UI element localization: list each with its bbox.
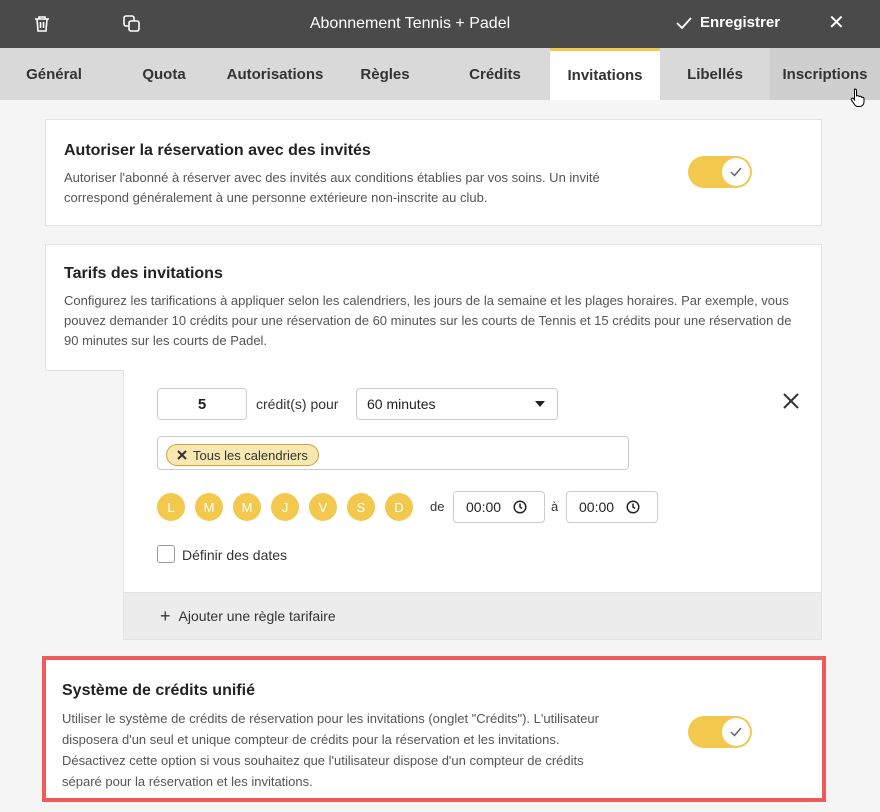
duration-value: 60 minutes (367, 396, 436, 412)
clock-icon[interactable] (513, 500, 527, 514)
credits-input[interactable]: 5 (157, 388, 247, 420)
tab-libelles[interactable]: Libellés (687, 65, 743, 83)
page-title: Abonnement Tennis + Padel (309, 15, 511, 32)
day-friday[interactable]: V (309, 493, 337, 521)
pricing-description: Configurez les tarifications à appliquer selon les calendriers, les jours de la semaine et les plages horaires. Par exemple, vous pouvez demander 10 crédits pour une réservation de 60 minutes sur les courts de Tennis et 15 crédits pour une réservation de 90 minutes sur les courts de Padel. (64, 293, 792, 348)
remove-rule-icon[interactable] (783, 393, 799, 409)
define-dates-checkbox[interactable] (157, 545, 175, 563)
tab-invitations[interactable]: Invitations (550, 48, 660, 100)
to-label: à (551, 499, 559, 514)
day-thursday[interactable]: J (271, 493, 299, 521)
credits-for-label: crédit(s) pour (256, 396, 339, 412)
tab-quota[interactable]: Quota (142, 65, 186, 83)
unified-credits-toggle[interactable] (688, 716, 752, 748)
to-time-input[interactable] (566, 491, 658, 523)
unified-credits-card (42, 656, 826, 802)
remove-chip-icon[interactable] (177, 450, 187, 460)
add-rule-button[interactable] (123, 592, 822, 640)
check-icon (676, 17, 692, 29)
from-label: de (430, 499, 445, 514)
define-dates-label: Définir des dates (182, 547, 288, 563)
calendar-chip-label: Tous les calendriers (193, 447, 308, 463)
clock-icon[interactable] (626, 500, 640, 514)
close-icon[interactable]: ✕ (828, 12, 845, 34)
check-icon (730, 727, 742, 737)
guest-booking-card (45, 119, 822, 226)
duration-select[interactable] (356, 388, 558, 420)
guest-booking-toggle[interactable] (688, 156, 752, 188)
from-time-input[interactable] (453, 491, 545, 523)
save-button-label: Enregistrer (700, 14, 781, 31)
to-time-value: 00:00 (579, 499, 615, 515)
unified-credits-title: Système de crédits unifié (62, 682, 255, 699)
day-wednesday[interactable]: M (233, 493, 261, 521)
toggle-knob (722, 158, 750, 186)
day-saturday[interactable]: S (347, 493, 375, 521)
add-rule-label: Ajouter une règle tarifaire (178, 608, 336, 624)
toggle-knob (722, 718, 750, 746)
check-icon (730, 167, 742, 177)
hand-cursor-icon (850, 88, 866, 108)
from-time-value: 00:00 (466, 499, 502, 515)
tab-autorisations[interactable]: Autorisations (226, 65, 324, 83)
top-bar (0, 0, 880, 48)
save-button[interactable] (676, 14, 780, 31)
tab-general[interactable]: Général (26, 65, 82, 83)
calendar-chip[interactable] (166, 444, 319, 466)
unified-credits-description: Utiliser le système de crédits de réservation pour les invitations (onglet "Crédits"). L'utilisateur disposera d'un seul et unique compteur de crédits pour la réservation et les invitations. Désactivez cette option si vous souhaitez que l'utilisateur dispose d'un compteur de crédits séparé pour la réservation et les invitations. (62, 711, 599, 789)
guest-booking-description: Autoriser l'abonné à réserver avec des invités aux conditions établies par vos soins. Un invité correspond généralement à une personne extérieure non-inscrite au club. (64, 170, 600, 205)
day-monday[interactable]: L (157, 493, 185, 521)
tab-bar (0, 48, 880, 100)
tab-regles[interactable]: Règles (360, 65, 410, 83)
day-tuesday[interactable]: M (195, 493, 223, 521)
pricing-card (45, 244, 822, 371)
plus-icon: + (160, 606, 171, 626)
day-sunday[interactable]: D (385, 493, 413, 521)
pricing-title: Tarifs des invitations (64, 265, 223, 282)
chevron-down-icon (535, 401, 545, 407)
guest-booking-title: Autoriser la réservation avec des invités (64, 142, 371, 159)
tab-inscriptions[interactable]: Inscriptions (770, 48, 880, 100)
tab-credits[interactable]: Crédits (469, 65, 521, 83)
